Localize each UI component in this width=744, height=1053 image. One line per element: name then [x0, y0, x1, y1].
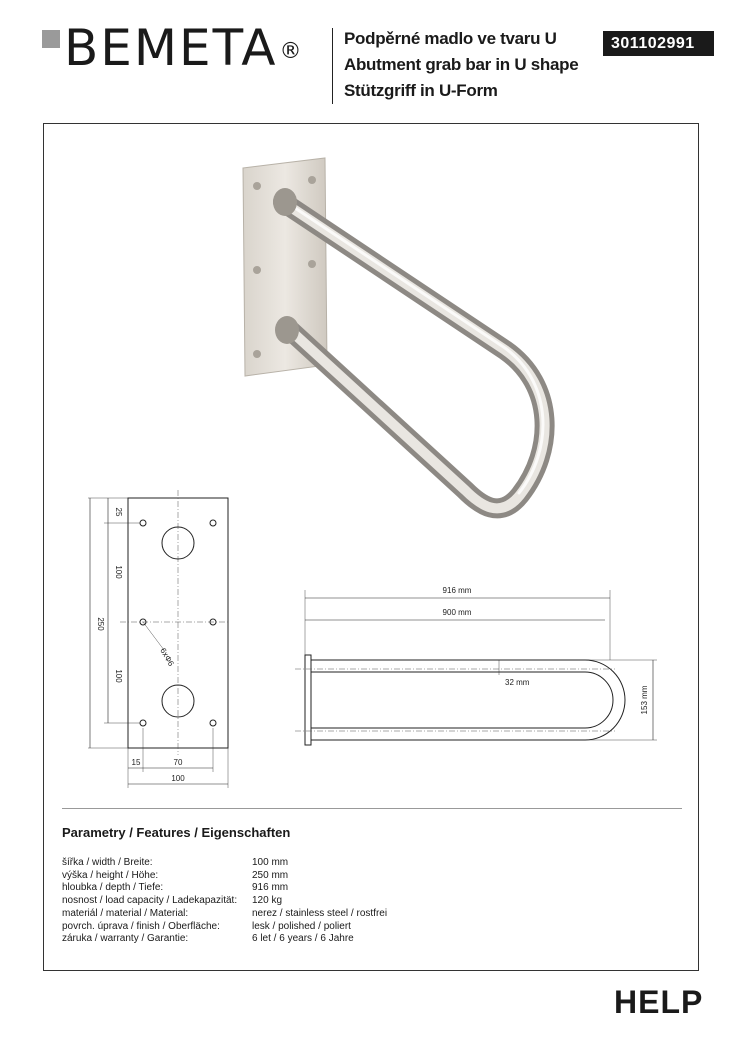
- param-row: [62, 882, 387, 895]
- brand-logo: [64, 18, 304, 78]
- screw: [253, 350, 261, 358]
- screw: [253, 266, 261, 274]
- product-photo: [235, 150, 565, 520]
- title-en: Abutment grab bar in U shape: [344, 55, 579, 74]
- param-label: nosnost / load capacity / Ladekapazität:: [62, 895, 238, 907]
- screw: [253, 182, 261, 190]
- param-value: 250 mm: [252, 869, 289, 881]
- header-divider: [332, 28, 333, 104]
- param-value: 916 mm: [252, 882, 289, 894]
- param-value: 6 let / 6 years / 6 Jahre: [252, 933, 354, 945]
- param-row: [62, 908, 387, 921]
- param-row: [62, 921, 387, 934]
- holes-label: 6xΦ6: [158, 646, 176, 668]
- dim-side-tube: 32 mm: [505, 678, 530, 687]
- dim-mid2: 100: [114, 669, 123, 683]
- product-titles: [344, 26, 578, 104]
- side-plate: [305, 655, 311, 745]
- title-cz: Podpěrné madlo ve tvaru U: [344, 29, 557, 48]
- dim-bottom-total: 100: [171, 774, 185, 783]
- param-value: lesk / polished / poliert: [252, 920, 351, 932]
- params-title: Parametry / Features / Eigenschaften: [62, 825, 291, 840]
- param-label: šířka / width / Breite:: [62, 857, 153, 868]
- dim-side-height: 153 mm: [640, 685, 649, 715]
- screw: [308, 176, 316, 184]
- dim-total: 250: [96, 617, 105, 631]
- dim-bottom-mid: 70: [173, 758, 183, 767]
- param-label: materiál / material / Material:: [62, 907, 189, 919]
- dim-mid1: 100: [114, 565, 123, 579]
- tube-flange: [275, 316, 299, 344]
- dim-side-total: 916 mm: [442, 586, 472, 595]
- param-value: nerez / stainless steel / rostfrei: [252, 907, 388, 919]
- title-de: Stützgriff in U-Form: [344, 81, 498, 100]
- screw: [308, 260, 316, 268]
- param-value: 100 mm: [252, 857, 289, 868]
- param-row: [62, 857, 387, 870]
- front-drawing: [80, 480, 240, 790]
- param-row: [62, 895, 387, 908]
- params-list: [62, 857, 387, 946]
- param-label: výška / height / Höhe:: [62, 869, 159, 881]
- brand-logo-text: BEMETA: [64, 19, 278, 77]
- tube-flange: [273, 188, 297, 216]
- side-drawing: [285, 580, 675, 760]
- product-code: 301102991: [603, 31, 714, 56]
- series-name: HELP: [614, 984, 704, 1020]
- dim-side-inner: 900 mm: [442, 608, 472, 617]
- param-label: záruka / warranty / Garantie:: [62, 933, 189, 945]
- side-tube-inner: [311, 672, 613, 728]
- dim-bottom-left: 15: [131, 758, 141, 767]
- header: [0, 0, 744, 115]
- logo-square: [42, 30, 60, 48]
- param-value: 120 kg: [252, 895, 283, 907]
- param-row: [62, 870, 387, 883]
- param-label: povrch. úprava / finish / Oberfläche:: [62, 920, 220, 932]
- param-label: hloubka / depth / Tiefe:: [62, 882, 164, 894]
- params-separator: [62, 808, 682, 809]
- param-row: [62, 933, 387, 946]
- registered-mark: ®: [279, 39, 304, 64]
- dim-top: 25: [114, 507, 123, 517]
